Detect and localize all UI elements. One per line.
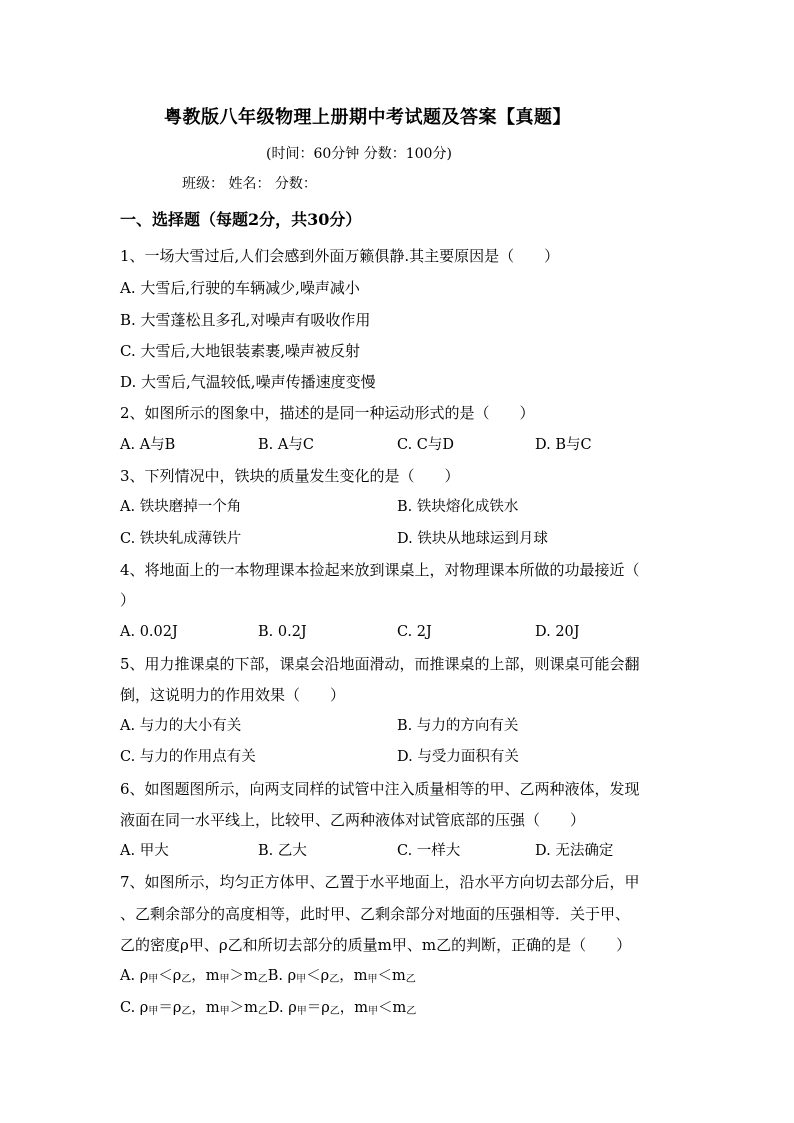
question-6-stem-line-2: 液面在同一水平线上，比较甲、乙两种液体对试管底部的压强（ ）: [120, 811, 586, 829]
question-1-stem: 1、一场大雪过后,人们会感到外面万籁俱静.其主要原因是（ ）: [120, 247, 560, 265]
page-title: 粤教版八年级物理上册期中考试题及答案【真题】: [164, 107, 571, 128]
question-2-option-a: A. A与B: [120, 437, 176, 453]
question-1-option-b: B. 大雪蓬松且多孔,对噪声有吸收作用: [120, 311, 371, 329]
question-4-stem-line-2: ）: [120, 591, 136, 609]
question-7-stem-line-2: 、乙剩余部分的高度相等，此时甲、乙剩余部分对地面的压强相等．关于甲、: [120, 905, 631, 923]
question-7-options-ab: A. $\rho_甲<\rho_乙$，$m_甲>m_乙B$. $\rho_甲<\rho_乙$，$m_甲<m_乙$: [120, 968, 416, 985]
question-5-stem-line-2: 倒，这说明力的作用效果（ ）: [120, 686, 346, 704]
question-2-stem: 2、如图所示的图象中，描述的是同一种运动形式的是（ ）: [120, 404, 535, 422]
question-1-option-d: D. 大雪后,气温较低,噪声传播速度变慢: [120, 373, 376, 391]
question-6-option-b: B. 乙大: [258, 843, 307, 859]
question-3-option-c: C. 铁块轧成薄铁片: [120, 531, 242, 547]
question-5-stem-line-1: 5、用力推课桌的下部，课桌会沿地面滑动，而推课桌的上部，则课桌可能会翻: [120, 655, 640, 673]
question-4-option-c: C. 2J: [397, 624, 432, 640]
question-3-option-b: B. 铁块熔化成铁水: [397, 499, 519, 515]
question-7-option-d-label: D.: [267, 1000, 289, 1016]
question-7-stem-line-3: 乙的密度ρ甲、ρ乙和所切去部分的质量m甲、m乙的判断，正确的是（ ）: [120, 936, 632, 954]
question-5-option-c: C. 与力的作用点有关: [120, 749, 256, 765]
section-heading: 一、选择题（每题2分，共30分）: [120, 210, 362, 229]
question-2-option-c: C. C与D: [397, 437, 455, 453]
question-6-option-a: A. 甲大: [120, 843, 169, 859]
question-7-option-b-label: B.: [267, 968, 288, 984]
question-5-option-b: B. 与力的方向有关: [397, 718, 519, 734]
question-7-options-cd: C. $\rho_甲=\rho_乙$，$m_甲>m_乙D$. $\rho_甲=\rho_乙$，$m_甲<m_乙$: [120, 1000, 417, 1017]
question-4-option-a: A. 0.02J: [120, 624, 178, 640]
question-5-option-d: D. 与受力面积有关: [397, 749, 519, 765]
student-info-line: 班级： 姓名： 分数：: [182, 176, 317, 192]
question-4-option-b: B. 0.2J: [258, 624, 307, 640]
question-1-option-a: A. 大雪后,行驶的车辆减少,噪声减小: [120, 279, 360, 297]
question-3-option-d: D. 铁块从地球运到月球: [397, 531, 548, 547]
question-6-option-c: C. 一样大: [397, 843, 461, 859]
question-7-stem-line-1: 7、如图所示，均匀正方体甲、乙置于水平地面上，沿水平方向切去部分后，甲: [120, 873, 640, 891]
question-6-stem-line-1: 6、如图题图所示，向两支同样的试管中注入质量相等的甲、乙两种液体，发现: [120, 780, 640, 798]
question-7-option-a-label: A.: [120, 968, 140, 984]
question-2-option-b: B. A与C: [258, 437, 314, 453]
question-6-option-d: D. 无法确定: [535, 843, 614, 859]
question-3-stem: 3、下列情况中，铁块的质量发生变化的是（ ）: [120, 467, 460, 485]
question-4-stem-line-1: 4、将地面上的一本物理课本捡起来放到课桌上，对物理课本所做的功最接近（: [120, 561, 640, 579]
exam-time-score: (时间：60分钟 分数：100分): [266, 146, 452, 162]
question-4-option-d: D. 20J: [535, 624, 580, 640]
question-7-option-c-label: C.: [120, 1000, 140, 1016]
question-3-option-a: A. 铁块磨掉一个角: [120, 499, 242, 515]
question-5-option-a: A. 与力的大小有关: [120, 718, 242, 734]
question-1-option-c: C. 大雪后,大地银装素裹,噪声被反射: [120, 342, 361, 360]
question-2-option-d: D. B与C: [535, 437, 592, 453]
